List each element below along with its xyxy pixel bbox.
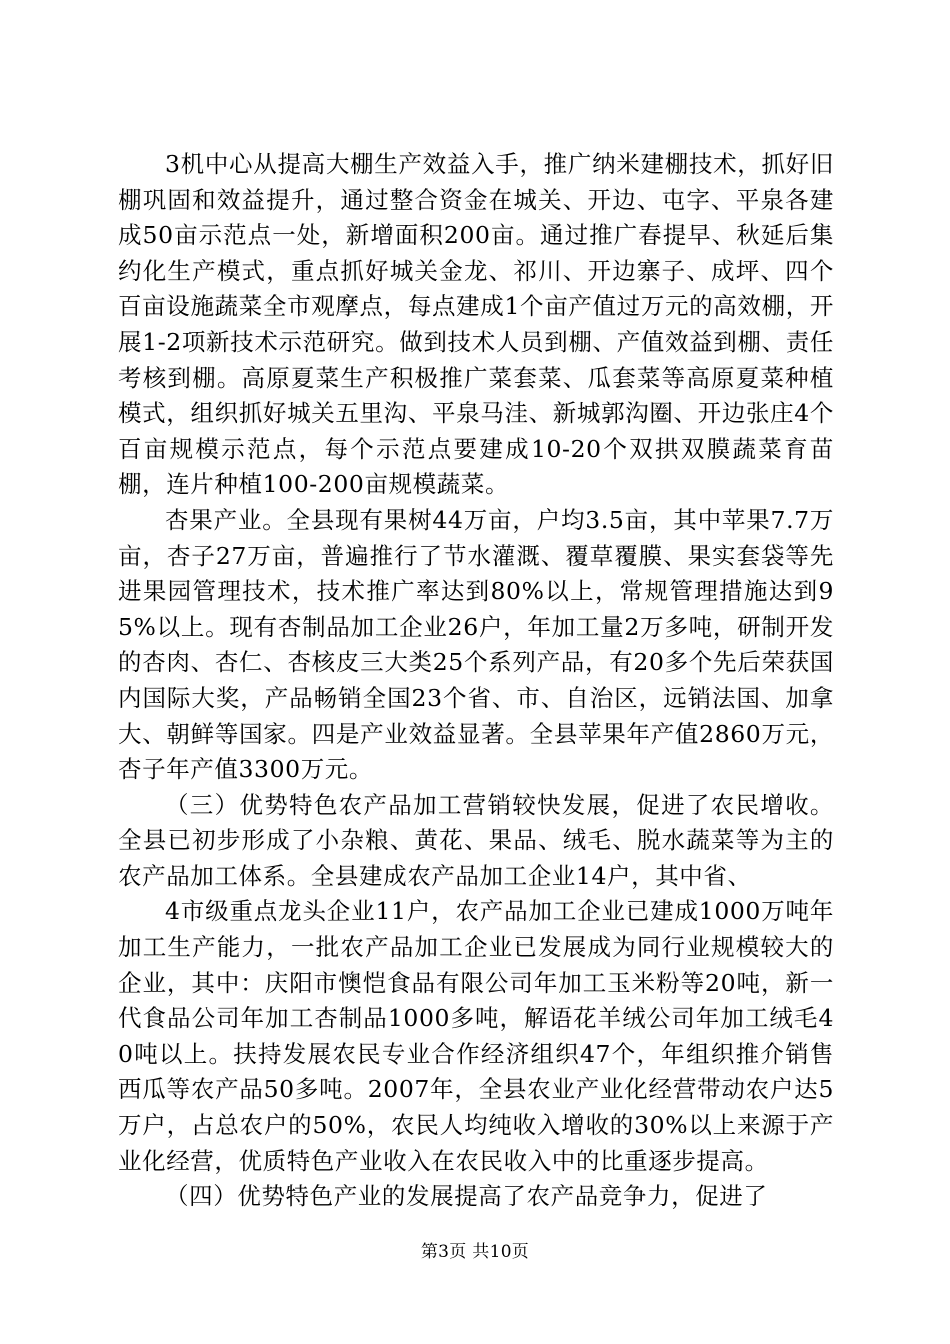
paragraph-leading-enterprises: 4市级重点龙头企业11户，农产品加工企业已建成1000万吨年加工生产能力，一批农产品加工企业已发展成为同行业规模较大的企业，其中：庆阳市懊恺食品有限公司年加工玉米粉等20吨，新一代食品公司年加工杏制品1000多吨，解语花羊绒公司年加工绒毛40吨以上。扶持发展农民专业合作经济组织47个，年组织推介销售西瓜等农产品50多吨。2007年，全县农业产业化经营带动农户达5万户，占总农户的50%，农民人均纯收入增收的30%以上来源于产业化经营，优质特色产业收入在农民收入中的比重逐步提高。 bbox=[118, 897, 834, 1175]
paragraph-apricot-industry: 杏果产业。全县现有果树44万亩，户均3.5亩，其中苹果7.7万亩，杏子27万亩，普遍推行了节水灌溉、覆草覆膜、果实套袋等先进果园管理技术，技术推广率达到80%以上，常规管理措施达到95%以上。现有杏制品加工企业26户，年加工量2万多吨，研制开发的杏肉、杏仁、杏核皮三大类25个系列产品，有20多个先后荣获国内国际大奖，产品畅销全国23个省、市、自治区，远销法国、加拿大、朝鲜等国家。四是产业效益显著。全县苹果年产值2860万元，杏子年产值3300万元。 bbox=[118, 505, 834, 784]
page-footer: 第3页 共10页 bbox=[420, 1242, 530, 1262]
paragraph-vegetable-industry: 3机中心从提高大棚生产效益入手，推广纳米建棚技术，抓好旧棚巩固和效益提升，通过整合资金在城关、开边、屯字、平泉各建成50亩示范点一处，新增面积200亩。通过推广春提早、秋延后集约化生产模式，重点抓好城关金龙、祁川、开边寨子、成坪、四个百亩设施蔬菜全市观摩点，每点建成1个亩产值过万元的高效棚，开展1-2项新技术示范研究。做到技术人员到棚、产值效益到棚、责任考核到棚。高原夏菜生产积极推广菜套菜、瓜套菜等高原夏菜种植模式，组织抓好城关五里沟、平泉马洼、新城郭沟圈、开边张庄4个百亩规模示范点，每个示范点要建成10-20个双拱双膜蔬菜育苗棚，连片种植100-200亩规模蔬菜。 bbox=[118, 150, 834, 499]
paragraph-processing-marketing: （三）优势特色农产品加工营销较快发展，促进了农民增收。全县已初步形成了小杂粮、黄花、果品、绒毛、脱水蔬菜等为主的农产品加工体系。全县建成农产品加工企业14户，其中省、 bbox=[118, 790, 834, 890]
paragraph-competitiveness: （四）优势特色产业的发展提高了农产品竞争力，促进了 bbox=[165, 1182, 768, 1211]
document-body bbox=[118, 147, 834, 1215]
